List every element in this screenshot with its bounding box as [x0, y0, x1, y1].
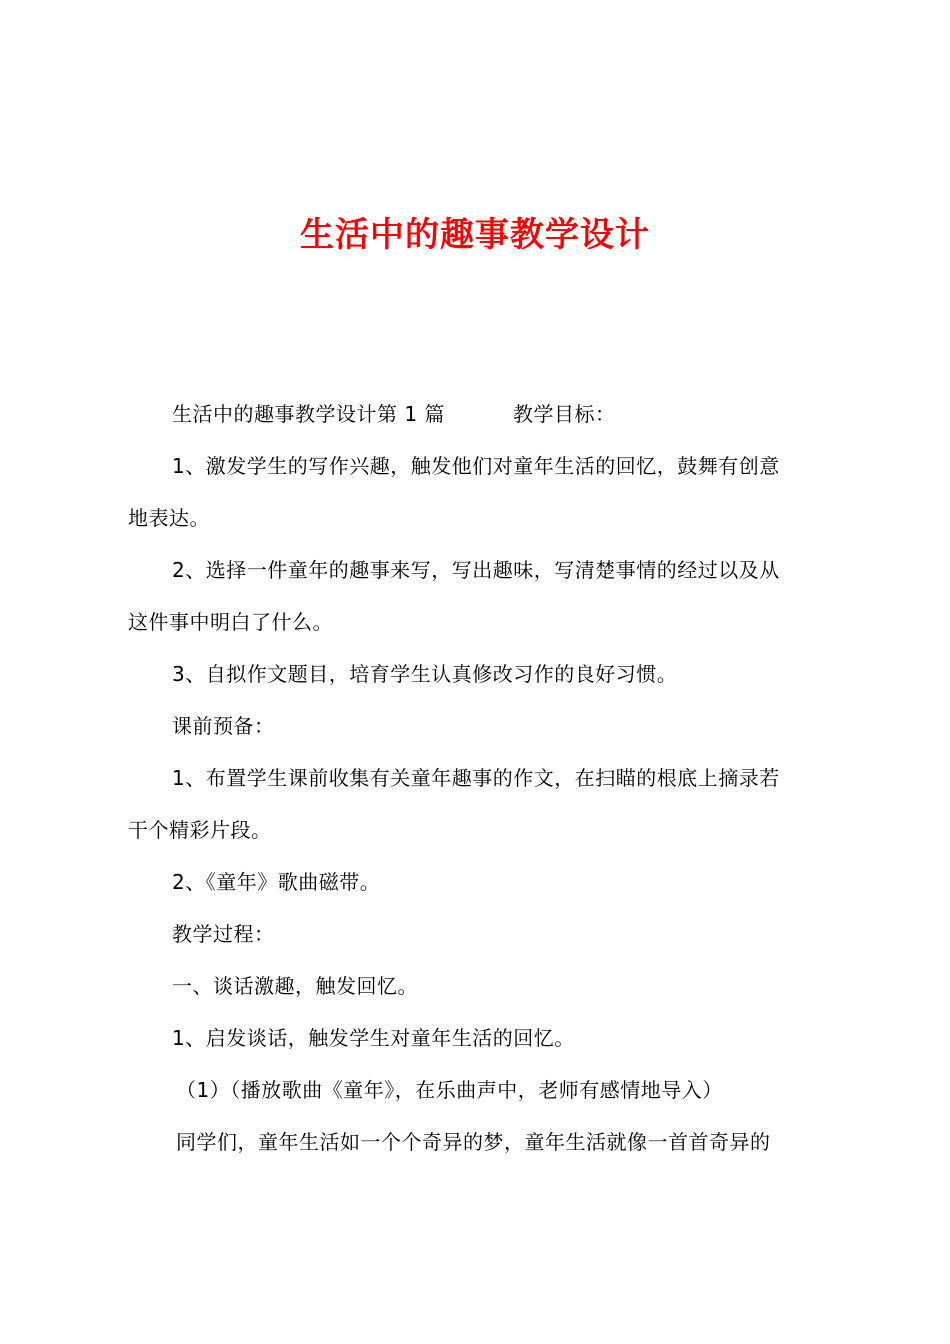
paragraph-line: 一、谈话激趣，触发回忆。 [172, 974, 418, 998]
paragraph-line: 这件事中明白了什么。 [128, 610, 333, 634]
paragraph-line: 2、《童年》歌曲磁带。 [172, 870, 381, 894]
section-heading: 生活中的趣事教学设计第 1 篇 [172, 402, 445, 426]
section-subheading: 教学目标： [512, 402, 616, 426]
paragraph-line: 地表达。 [128, 506, 210, 530]
paragraph-line: 1、启发谈话，触发学生对童年生活的回忆。 [172, 1026, 575, 1050]
document-body [128, 395, 830, 1175]
paragraph-line: 教学过程： [172, 922, 275, 946]
paragraph-line: 3、自拟作文题目，培育学生认真修改习作的良好习惯。 [172, 662, 678, 686]
paragraph-line: （1）（播放歌曲《童年》，在乐曲声中，老师有感情地导入） [176, 1078, 723, 1102]
paragraph-line: 同学们，童年生活如一个个奇异的梦，童年生活就像一首首奇异的 [176, 1130, 771, 1154]
paragraph-line: 1、布置学生课前收集有关童年趣事的作文，在扫瞄的根底上摘录若 [172, 766, 780, 790]
document-title: 生活中的趣事教学设计 [300, 215, 650, 255]
paragraph-line: 2、选择一件童年的趣事来写，写出趣味，写清楚事情的经过以及从 [172, 558, 780, 582]
paragraph-line: 课前预备： [172, 714, 275, 738]
paragraph-line: 1、激发学生的写作兴趣，触发他们对童年生活的回忆，鼓舞有创意 [172, 454, 780, 478]
paragraph-line [128, 395, 830, 433]
paragraph-line: 干个精彩片段。 [128, 818, 272, 842]
